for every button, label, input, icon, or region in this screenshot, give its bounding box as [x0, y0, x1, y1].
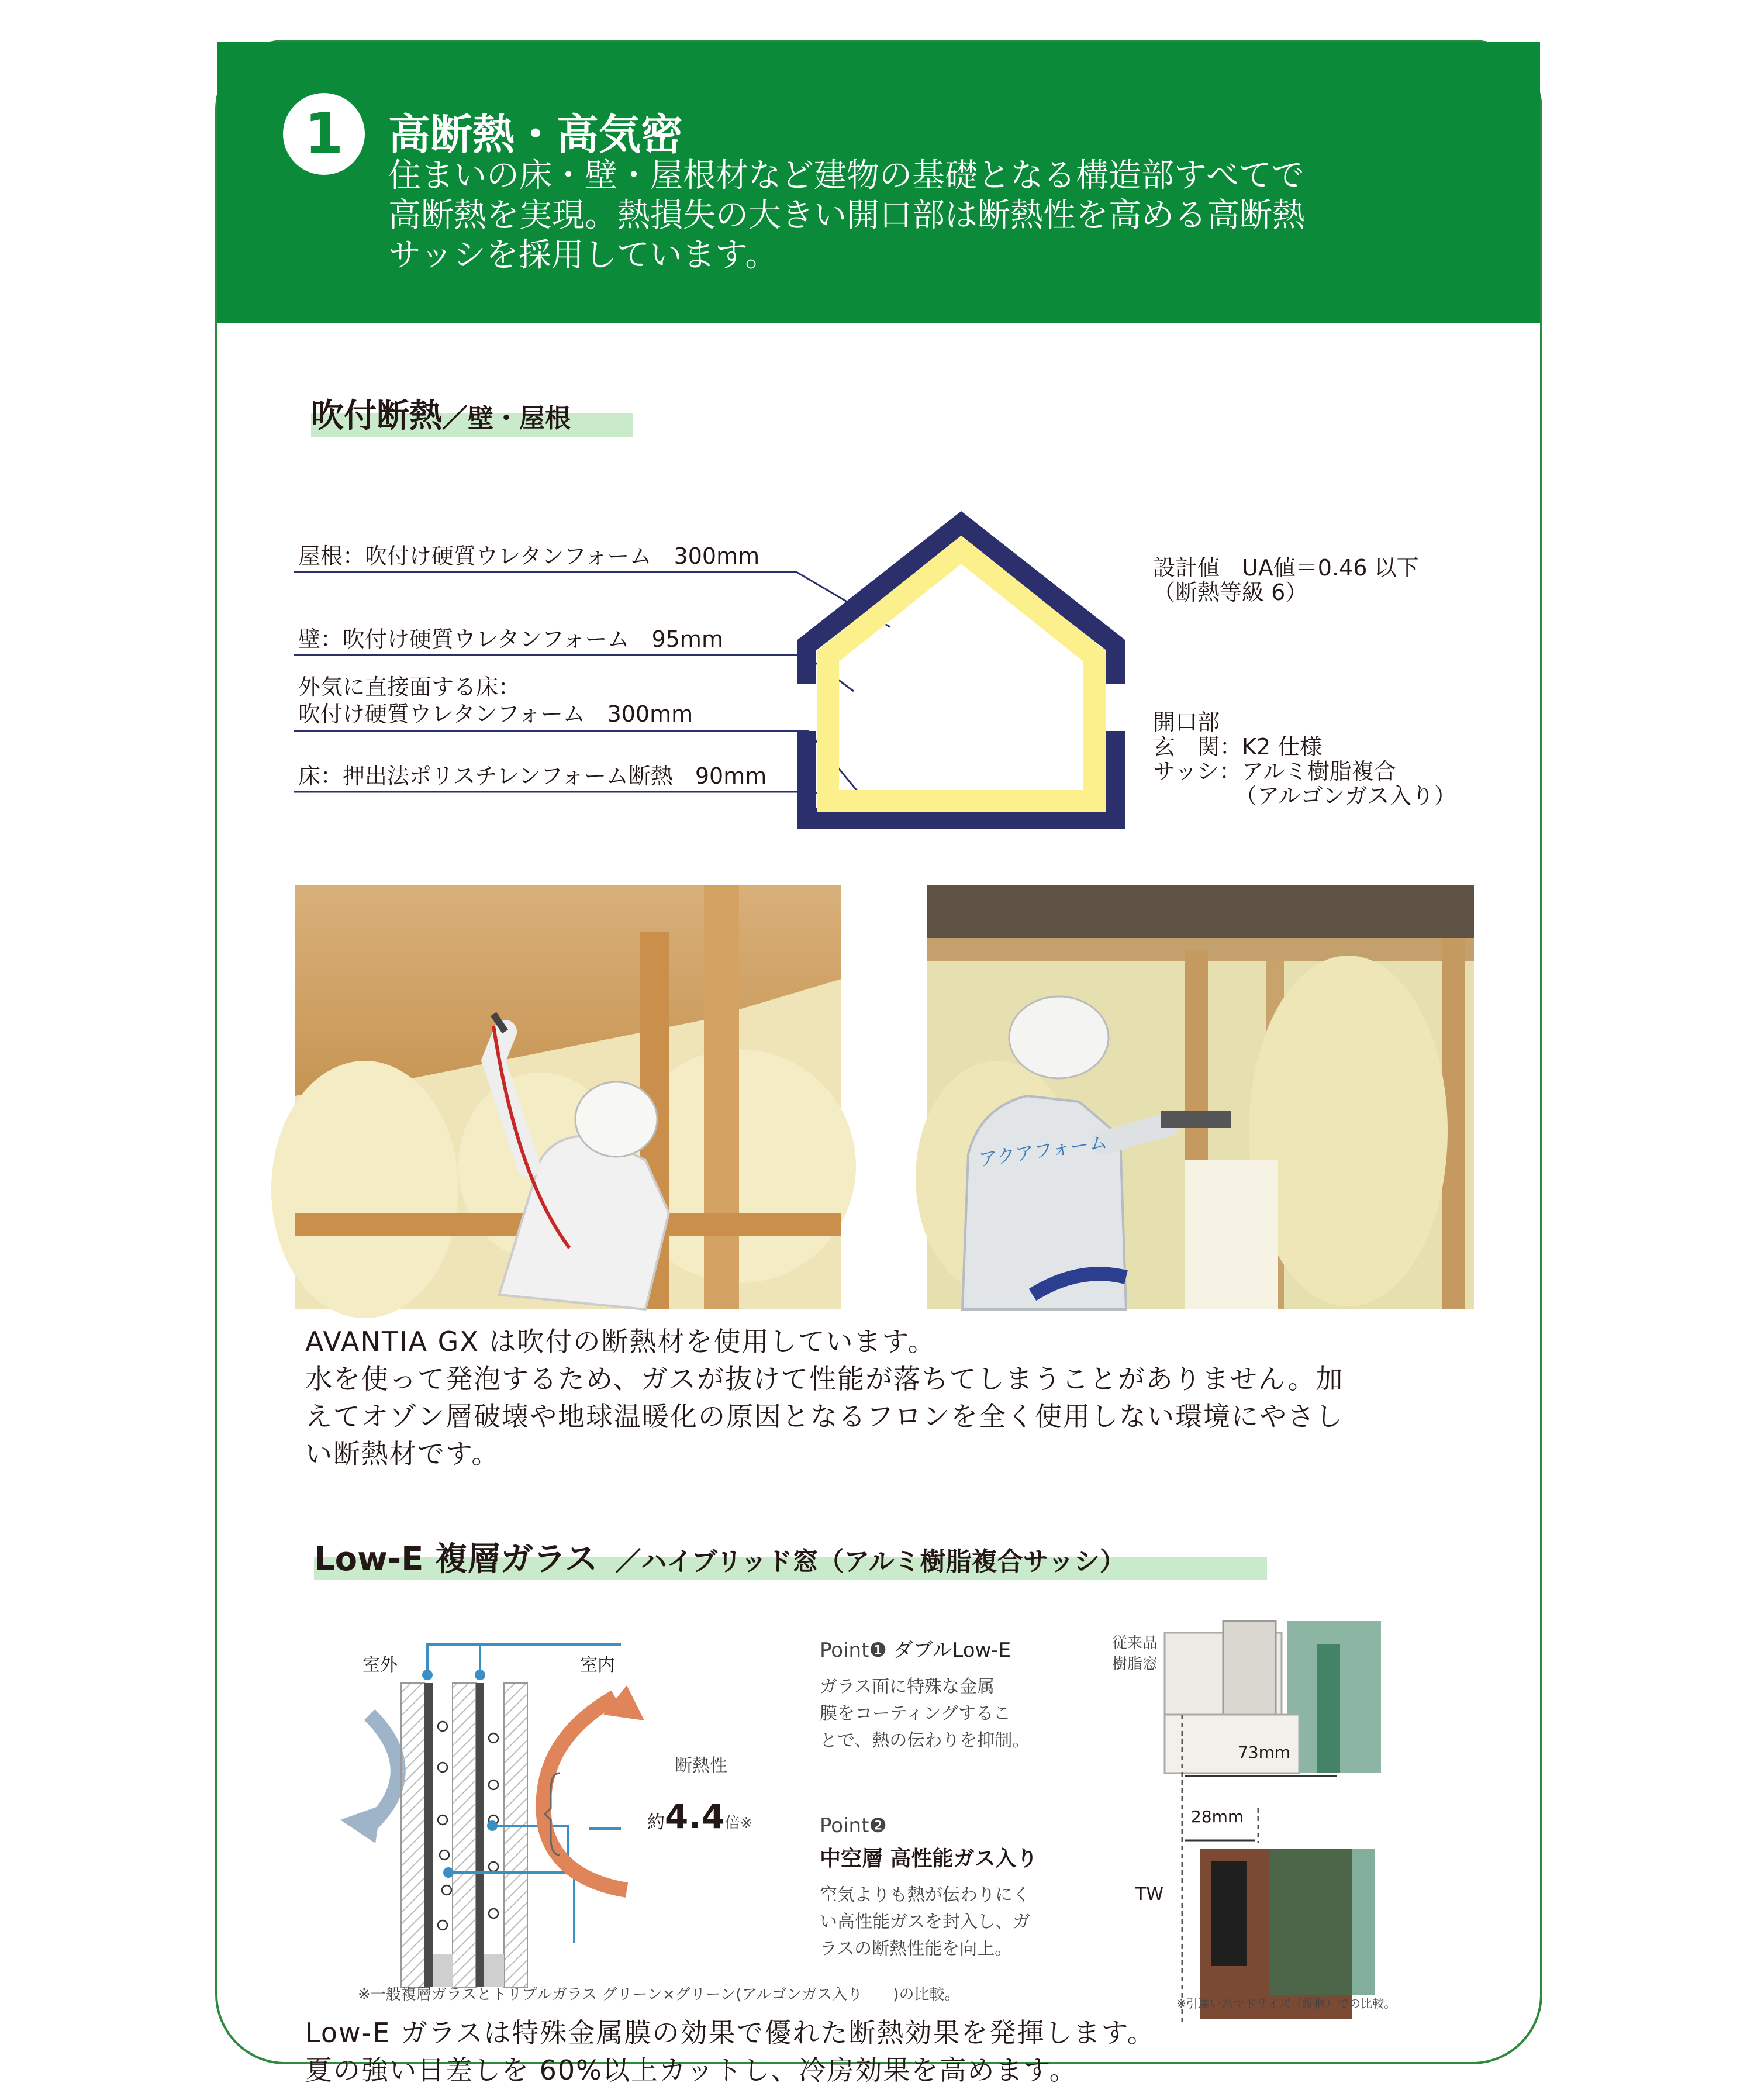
design-value: 設計値 UA値＝0.46 以下 [1153, 555, 1419, 581]
label-inside: 室内 [580, 1655, 615, 1675]
photo-roof-spraying [295, 885, 841, 1309]
opening-entrance: 玄 関：K2 仕様 [1153, 734, 1323, 760]
frame-tw [1200, 1849, 1375, 2019]
section1-title: 吹付断熱 [311, 397, 442, 435]
opening-sash-note: （アルゴンガス入り） [1235, 783, 1456, 809]
design-grade: （断熱等級 6） [1153, 580, 1308, 605]
opening-title: 開口部 [1153, 709, 1220, 735]
section2-heading [314, 1533, 1125, 1580]
label-wall: 壁：吹付け硬質ウレタンフォーム 95mm [298, 626, 723, 652]
conventional-frame-label: 従来品 樹脂窓 [1112, 1635, 1158, 1673]
frame-note: ※引違い窓マドサイズ（縦框）での比較。 [1176, 1996, 1396, 2011]
insulation-label: 断熱性 [675, 1756, 727, 1776]
point1-heading: Point❶ ダブルLow-E [820, 1639, 1011, 1662]
section1-subtitle: ／壁・屋根 [442, 404, 571, 433]
point1-description: ガラス面に特殊な金属 膜をコーティングするこ とで、熱の伝わりを抑制。 [820, 1677, 1030, 1751]
section2-subtitle: ／ハイブリッド窓（アルミ樹脂複合サッシ） [615, 1547, 1125, 1577]
label-floor-exterior-1: 外気に直接面する床： [298, 674, 521, 700]
section2-body: Low-E ガラスは特殊金属膜の効果で優れた断熱効果を発揮します。 夏の強い日差しを 60%以上カットし、冷房効果を高めます。 [305, 2017, 1155, 2086]
section-number-badge: 1 [283, 93, 365, 175]
label-roof: 屋根：吹付け硬質ウレタンフォーム 300mm [298, 543, 760, 569]
glass-footnote: ※一般複層ガラスとトリプルガラス グリーン×グリーン(アルゴンガス入り )の比較。 [358, 1986, 960, 2004]
header-title: 高断熱・高気密 [388, 110, 683, 159]
label-outside: 室外 [362, 1655, 398, 1675]
label-floor-exterior-2: 吹付け硬質ウレタンフォーム 300mm [298, 701, 693, 727]
photo-jacket-print: アクアフォーム [977, 1130, 1109, 1171]
inside-arrow [544, 1697, 627, 1890]
tw-label: TW [1135, 1884, 1163, 1905]
section2-title: Low-E 複層ガラス [314, 1540, 598, 1578]
header-description: 住まいの床・壁・屋根材など建物の基礎となる構造部すべてで 高断熱を実現。熱損失の大きい開口部は断熱性を高める高断熱 サッシを採用しています。 [388, 157, 1305, 274]
section1-body: AVANTIA GX は吹付の断熱材を使用しています。 水を使って発泡するため、ガスが抜けて性能が落ちてしまうことがありません。加 えてオゾン層破壊や地球温暖化の原因となるフロンを全く使用しない環境にやさし い断熱材です。 [305, 1326, 1344, 1470]
content-card [215, 40, 1542, 2086]
label-floor: 床：押出法ポリスチレンフォーム断熱 90mm [298, 763, 767, 789]
multiplier-value: 約4.4倍※ [647, 1796, 753, 1836]
opening-sash: サッシ：アルミ樹脂複合 [1153, 758, 1396, 784]
point2-label: Point❷ [820, 1814, 887, 1837]
dimension-73: 73mm [1238, 1743, 1291, 1762]
point2-title: 中空層 高性能ガス入り [820, 1847, 1038, 1871]
dimension-28: 28mm [1191, 1807, 1244, 1826]
point2-description: 空気よりも熱が伝わりにく い高性能ガスを封入し、ガ ラスの断熱性能を向上。 [820, 1885, 1030, 1959]
photo-wall-spraying [927, 885, 1474, 1309]
